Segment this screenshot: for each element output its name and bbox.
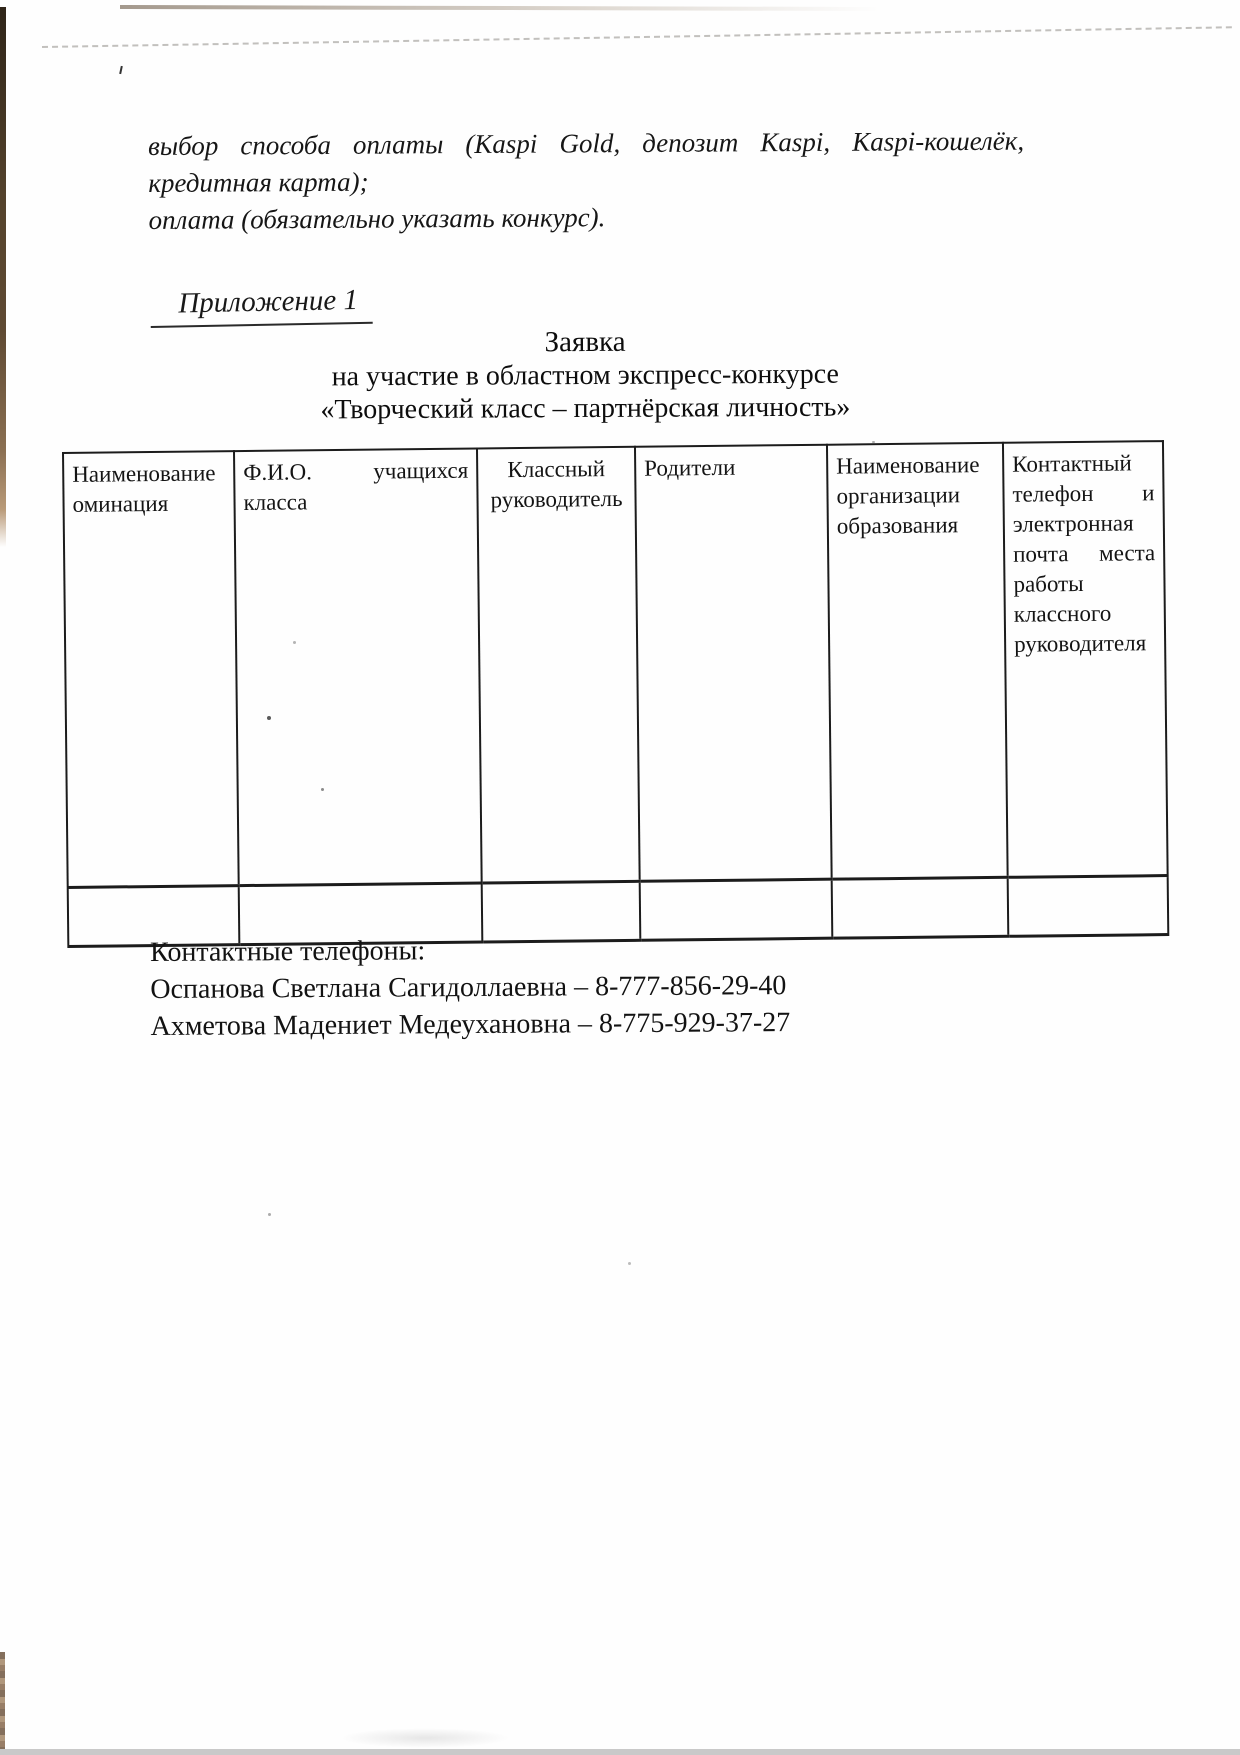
form-subtitle: на участие в областном экспресс-конкурсе: [331, 358, 839, 393]
scan-artifact-left-edge-bottom: [0, 1652, 5, 1752]
intro-line-2: кредитная карта);: [148, 166, 369, 198]
table-header-row: [63, 441, 1168, 887]
contacts-block: [150, 930, 790, 1045]
table-empty-cell: [1008, 876, 1169, 937]
scan-artifact-speck: [268, 1213, 271, 1216]
table-header-contact: Контактный телефон и электронная почта места работы классного руководителя: [1003, 441, 1168, 877]
table-header-organization: Наименование организации образования: [827, 443, 1008, 879]
intro-paragraph: [148, 123, 1025, 239]
application-table: [62, 440, 1169, 948]
form-subtitle-quoted: «Творческий класс – партнёрская личность»: [320, 391, 851, 426]
scan-artifact-tick: [119, 66, 123, 74]
scan-artifact-bottom-strip: [0, 1749, 1240, 1755]
scan-artifact-left-edge: [0, 7, 6, 547]
contact-entry: Ахметова Мадениет Медеухановна – 8-775-929-37-27: [150, 1007, 791, 1042]
form-title-block: [0, 323, 1171, 428]
scan-artifact-speck: [628, 1262, 631, 1265]
contact-entry: Оспанова Светлана Сагидоллаевна – 8-777-856-29-40: [150, 970, 787, 1005]
table-header-parents: Родители: [635, 445, 832, 882]
table-header-nomination: Наименование оминация: [63, 451, 239, 887]
intro-line-1: выбор способа оплаты (Kaspi Gold, депозит Kaspi, Kaspi-кошелёк,: [148, 125, 1025, 161]
contacts-heading: Контактные телефоны:: [150, 935, 426, 968]
scan-artifact-dashed-line: [42, 26, 1232, 48]
scan-artifact-smudge: [340, 1728, 510, 1748]
table-header-students: Ф.И.О. учащихся класса: [234, 449, 482, 886]
form-title: Заявка: [544, 325, 626, 359]
intro-line-3: оплата (обязательно указать конкурс).: [148, 202, 606, 235]
appendix-label: Приложение 1: [150, 284, 372, 328]
table-empty-cell: [832, 877, 1009, 938]
table-header-teacher: Классный руководитель: [477, 447, 640, 883]
